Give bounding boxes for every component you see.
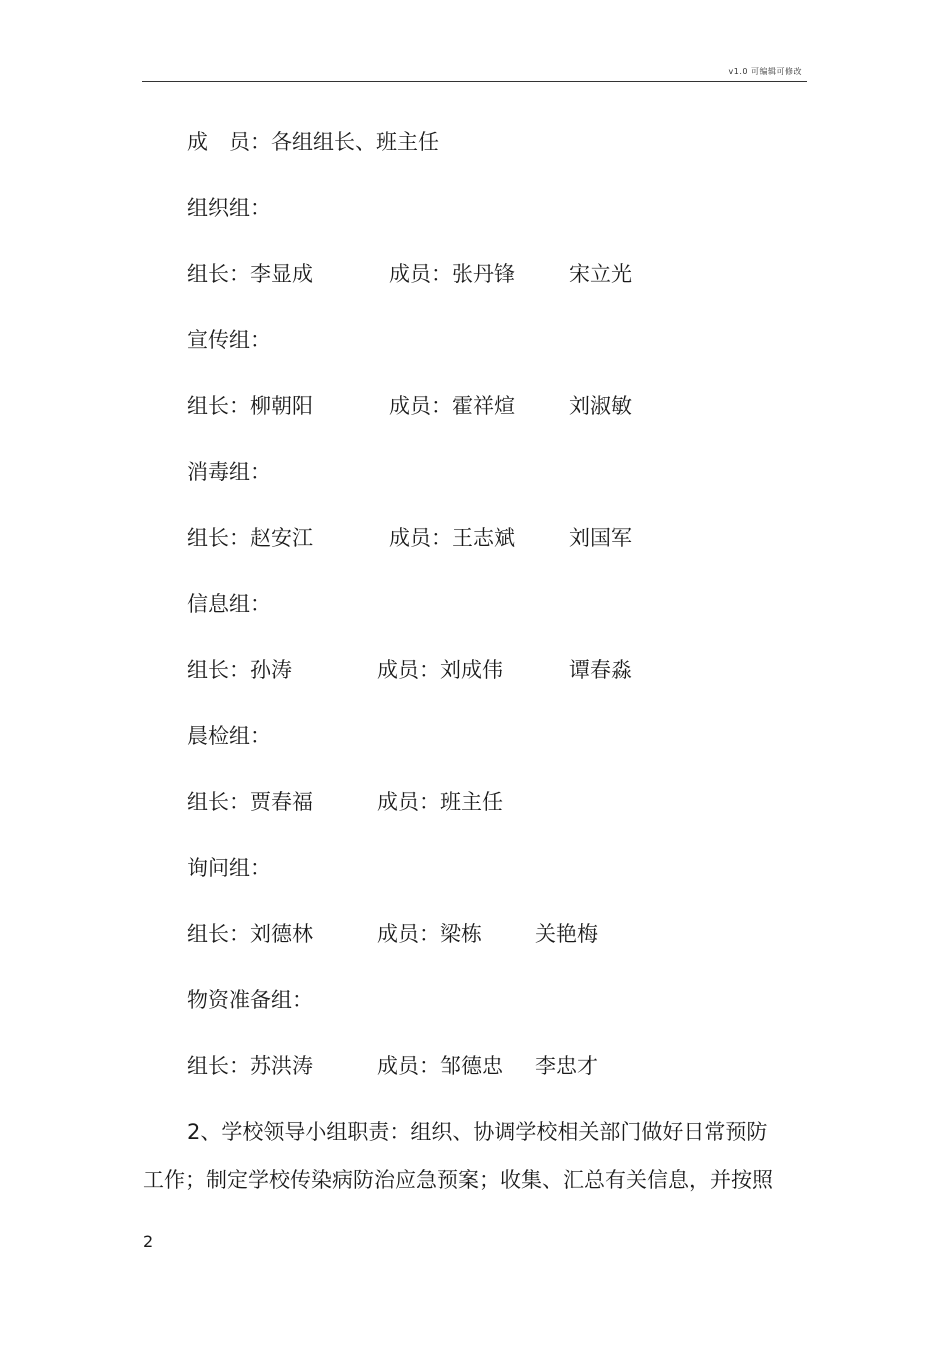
- group-members: 成员：刘成伟: [377, 658, 503, 682]
- group-name: 信息组：: [187, 592, 271, 616]
- group-members: 成员：梁栋: [377, 922, 482, 946]
- group-extra-member: 李忠才: [535, 1054, 598, 1078]
- group-leader: 组长：苏洪涛: [187, 1054, 313, 1078]
- group-name: 消毒组：: [187, 460, 271, 484]
- group-members: 成员：王志斌: [389, 526, 515, 550]
- header-rule: [142, 81, 807, 82]
- group-leader: 组长：柳朝阳: [187, 394, 313, 418]
- header-version-text: v1.0 可编辑可修改: [728, 67, 802, 76]
- group-name: 组织组：: [187, 196, 271, 220]
- members-line: 成 员：各组组长、班主任: [187, 130, 439, 154]
- group-members: 成员：张丹锋: [389, 262, 515, 286]
- group-extra-member: 谭春淼: [569, 658, 632, 682]
- group-leader: 组长：赵安江: [187, 526, 313, 550]
- group-members: 成员：邹德忠: [377, 1054, 503, 1078]
- group-leader: 组长：刘德林: [187, 922, 313, 946]
- group-members: 成员：霍祥煊: [389, 394, 515, 418]
- group-extra-member: 刘淑敏: [569, 394, 632, 418]
- page-number: 2: [143, 1232, 154, 1251]
- group-extra-member: 刘国军: [569, 526, 632, 550]
- group-leader: 组长：贾春福: [187, 790, 313, 814]
- paragraph-line-2: 工作；制定学校传染病防治应急预案；收集、汇总有关信息，并按照: [143, 1168, 773, 1192]
- group-leader: 组长：孙涛: [187, 658, 292, 682]
- group-members: 成员：班主任: [377, 790, 503, 814]
- group-extra-member: 宋立光: [569, 262, 632, 286]
- group-name: 物资准备组：: [187, 988, 313, 1012]
- group-name: 宣传组：: [187, 328, 271, 352]
- group-name: 询问组：: [187, 856, 271, 880]
- group-name: 晨检组：: [187, 724, 271, 748]
- group-leader: 组长：李显成: [187, 262, 313, 286]
- group-extra-member: 关艳梅: [535, 922, 598, 946]
- paragraph-line-1: 2、学校领导小组职责：组织、协调学校相关部门做好日常预防: [187, 1120, 768, 1144]
